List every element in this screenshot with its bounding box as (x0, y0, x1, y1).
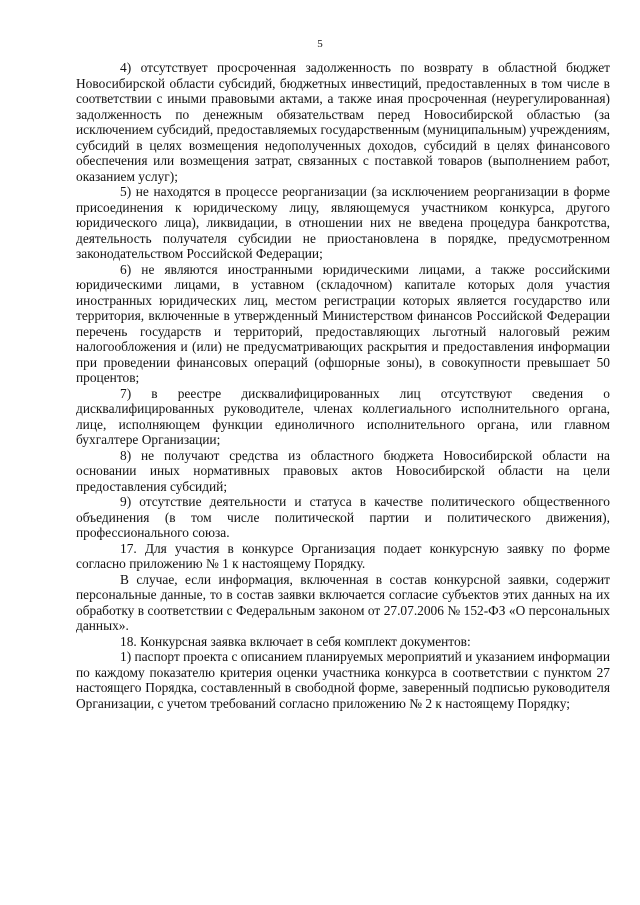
paragraph-item-4: 4) отсутствует просроченная задолженность по возврату в областной бюджет Новосибирской области субсидий, бюджетных инвестиций, предоставленных в том числе в соответствии с иными правовыми актами, а также иная просроченная (неурегулированная) задолженность по денежным обязательствам перед Новосибирской областью (за исключением субсидий, предоставляемых государственным (муниципальным) учреждениям, субсидий в целях возмещения недополученных доходов, субсидий в целях финансового обеспечения или возмещения затрат, связанных с поставкой товаров (выполнением работ, оказанием услуг); (76, 60, 610, 184)
paragraph-personal-data: В случае, если информация, включенная в состав конкурсной заявки, содержит персональные данные, то в состав заявки включается согласие субъектов этих данных на их обработку в соответствии с Федеральным законом от 27.07.2006 № 152-ФЗ «О персональных данных». (76, 571, 610, 633)
paragraph-clause-17: 17. Для участия в конкурсе Организация подает конкурсную заявку по форме согласно приложению № 1 к настоящему Порядку. (76, 540, 610, 571)
paragraph-item-7: 7) в реестре дисквалифицированных лиц отсутствуют сведения о дисквалифицированных руководителе, членах коллегиального исполнительного органа, лице, исполняющем функции единоличного исполнительного органа, или главном бухгалтере Организации; (76, 385, 610, 447)
paragraph-item-5: 5) не находятся в процессе реорганизации (за исключением реорганизации в форме присоединения к юридическому лицу, являющемуся участником конкурса, другого юридического лица), ликвидации, в отношении них не введена процедура банкротства, деятельность получателя субсидии не приостановлена в порядке, предусмотренном законодательством Российской Федерации; (76, 184, 610, 261)
paragraph-item-9: 9) отсутствие деятельности и статуса в качестве политического общественного объединения (в том числе политической партии и политического движения), профессионального союза. (76, 494, 610, 540)
paragraph-clause-18-item-1: 1) паспорт проекта с описанием планируемых мероприятий и указанием информации по каждому показателю критерия оценки участника конкурса в соответствии с пунктом 27 настоящего Порядка, составленный в свободной форме, заверенный подписью руководителя Организации, с учетом требований согласно приложению № 2 к настоящему Порядку; (76, 649, 610, 711)
paragraph-item-8: 8) не получают средства из областного бюджета Новосибирской области на основании иных нормативных правовых актов Новосибирской области на цели предоставления субсидий; (76, 447, 610, 494)
page-number: 5 (317, 38, 323, 50)
paragraph-clause-18: 18. Конкурсная заявка включает в себя комплект документов: (120, 633, 471, 649)
document-body (76, 60, 610, 711)
paragraph-item-6: 6) не являются иностранными юридическими лицами, а также российскими юридическими лицами, в уставном (складочном) капитале которых доля участия иностранных юридических лиц, местом регистрации которых является государство или территория, включенные в утвержденный Министерством финансов Российской Федерации перечень государств и территорий, предоставляющих льготный налоговый режим налогообложения и (или) не предусматривающих раскрытия и предоставления информации при проведении финансовых операций (офшорные зоны), в совокупности превышает 50 процентов; (76, 261, 610, 385)
